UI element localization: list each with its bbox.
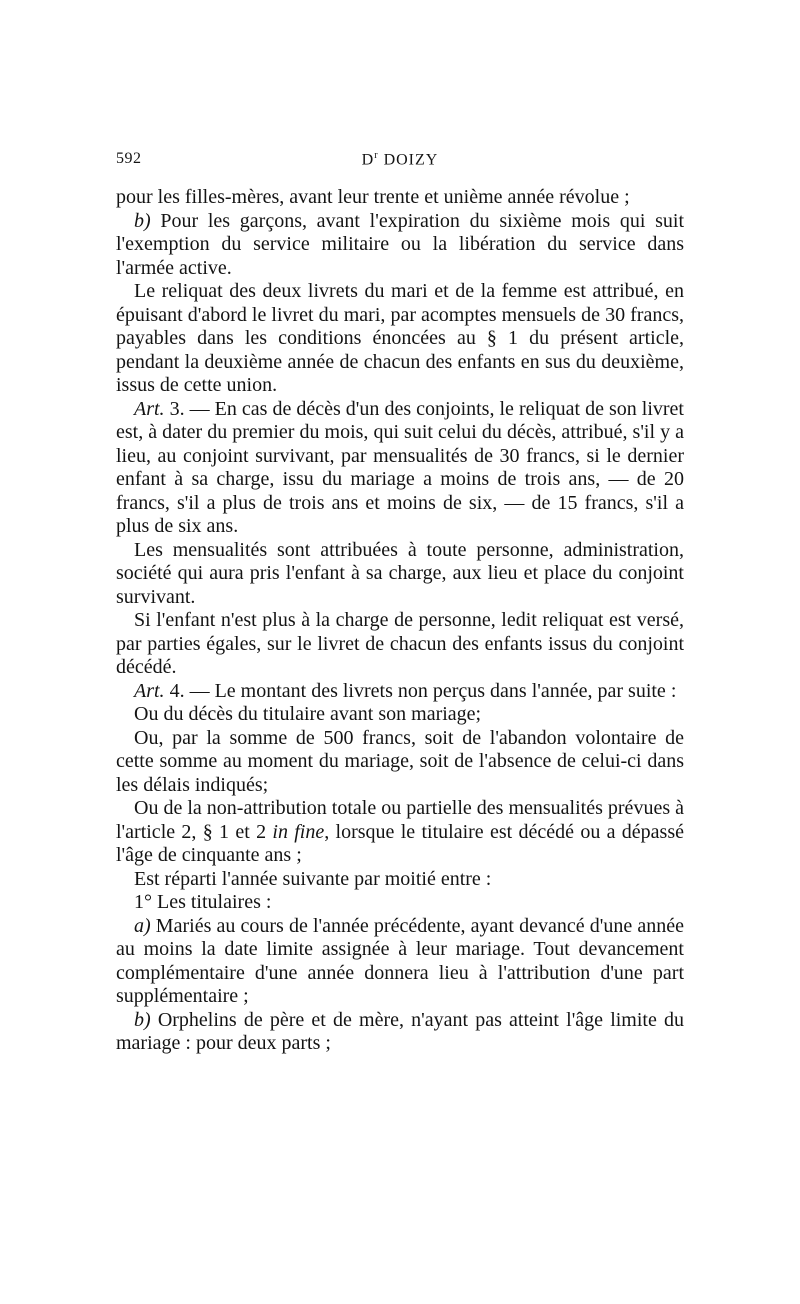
paragraph-lead: b): [134, 1008, 151, 1031]
paragraph: [116, 915, 684, 1009]
paragraph-text: 3. — En cas de décès d'un des conjoints, le reliquat de son livret est, à dater du premier du mois, qui suit celui du décès, attribué, s'il y a lieu, au conjoint survivant, par mensualités de 30 francs, si le dernier enfant à sa charge, issu du mariage a moins de trois ans, — de 20 francs, s'il a plus de trois ans et moins de six, — de 15 francs, s'il a plus de six ans.: [116, 397, 684, 537]
page-header: [116, 150, 684, 170]
paragraph: [116, 680, 684, 704]
paragraph: [116, 398, 684, 539]
paragraph: [116, 210, 684, 281]
paragraph: [116, 797, 684, 868]
paragraph-text: pour les filles-mères, avant leur trente et unième année révolue ;: [116, 186, 630, 208]
paragraph: [116, 727, 684, 798]
running-head: [116, 150, 684, 169]
paragraph: [116, 280, 684, 398]
paragraph-text: Ou de la non-attribution totale ou partielle des mensualités prévues à l'article 2, § 1 et 2: [116, 797, 684, 843]
paragraph: [116, 609, 684, 680]
paragraph-text: Ou, par la somme de 500 francs, soit de l'abandon volontaire de cette somme au moment du mariage, soit de l'absence de celui-ci dans les délais indiqués;: [116, 726, 684, 796]
paragraph-lead: a): [134, 914, 151, 937]
page-number: 592: [116, 150, 142, 167]
paragraph-text: Le reliquat des deux livrets du mari et de la femme est attribué, en épuisant d'abord le livret du mari, par acomptes mensuels de 30 francs, payables dans les conditions énoncées au § 1 du présent article, pendant la deuxième année de chacun des enfants en sus du deuxième, issus de cette union.: [116, 280, 684, 396]
paragraph-text: Orphelins de père et de mère, n'ayant pas atteint l'âge limite du mariage : pour deux parts ;: [116, 1008, 684, 1054]
paragraph: [116, 539, 684, 610]
paragraph: [116, 1009, 684, 1056]
paragraph: [116, 186, 684, 210]
latin-phrase: in fine: [272, 820, 325, 843]
article-label: Art.: [134, 679, 165, 702]
author-prefix: D: [361, 151, 375, 169]
paragraph: [116, 891, 684, 915]
author-sup: r: [374, 150, 379, 161]
body-text: [116, 186, 684, 1056]
paragraph: [116, 703, 684, 727]
paragraph-text: 1° Les titulaires :: [134, 891, 272, 913]
paragraph-text: Est réparti l'année suivante par moitié entre :: [134, 867, 492, 890]
paragraph-text: Ou du décès du titulaire avant son mariage;: [134, 703, 482, 725]
paragraph-text: Les mensualités sont attribuées à toute personne, administration, société qui aura pris l'enfant à sa charge, aux lieu et place du conjoint survivant.: [116, 538, 684, 608]
paragraph-text: 4. — Le montant des livrets non perçus dans l'année, par suite :: [164, 679, 677, 702]
paragraph-text: Mariés au cours de l'année précédente, ayant devancé d'une année au moins la date limite assignée à leur mariage. Tout devancement complémentaire d'une année donnera lieu à l'attribution d'une part supplémentaire ;: [116, 914, 684, 1007]
author-name: DOIZY: [383, 151, 439, 169]
paragraph-text: Si l'enfant n'est plus à la charge de personne, ledit reliquat est versé, par parties égales, sur le livret de chacun des enfants issus du conjoint décédé.: [116, 609, 684, 678]
paragraph-text: , lorsque le titulaire est décédé ou a dépassé l'âge de cinquante ans ;: [116, 820, 684, 866]
paragraph: [116, 868, 684, 892]
paragraph-lead: b): [134, 209, 151, 232]
paragraph-text: Pour les garçons, avant l'expiration du sixième mois qui suit l'exemption du service militaire ou la libération du service dans l'armée active.: [116, 209, 684, 279]
article-label: Art.: [134, 397, 165, 420]
